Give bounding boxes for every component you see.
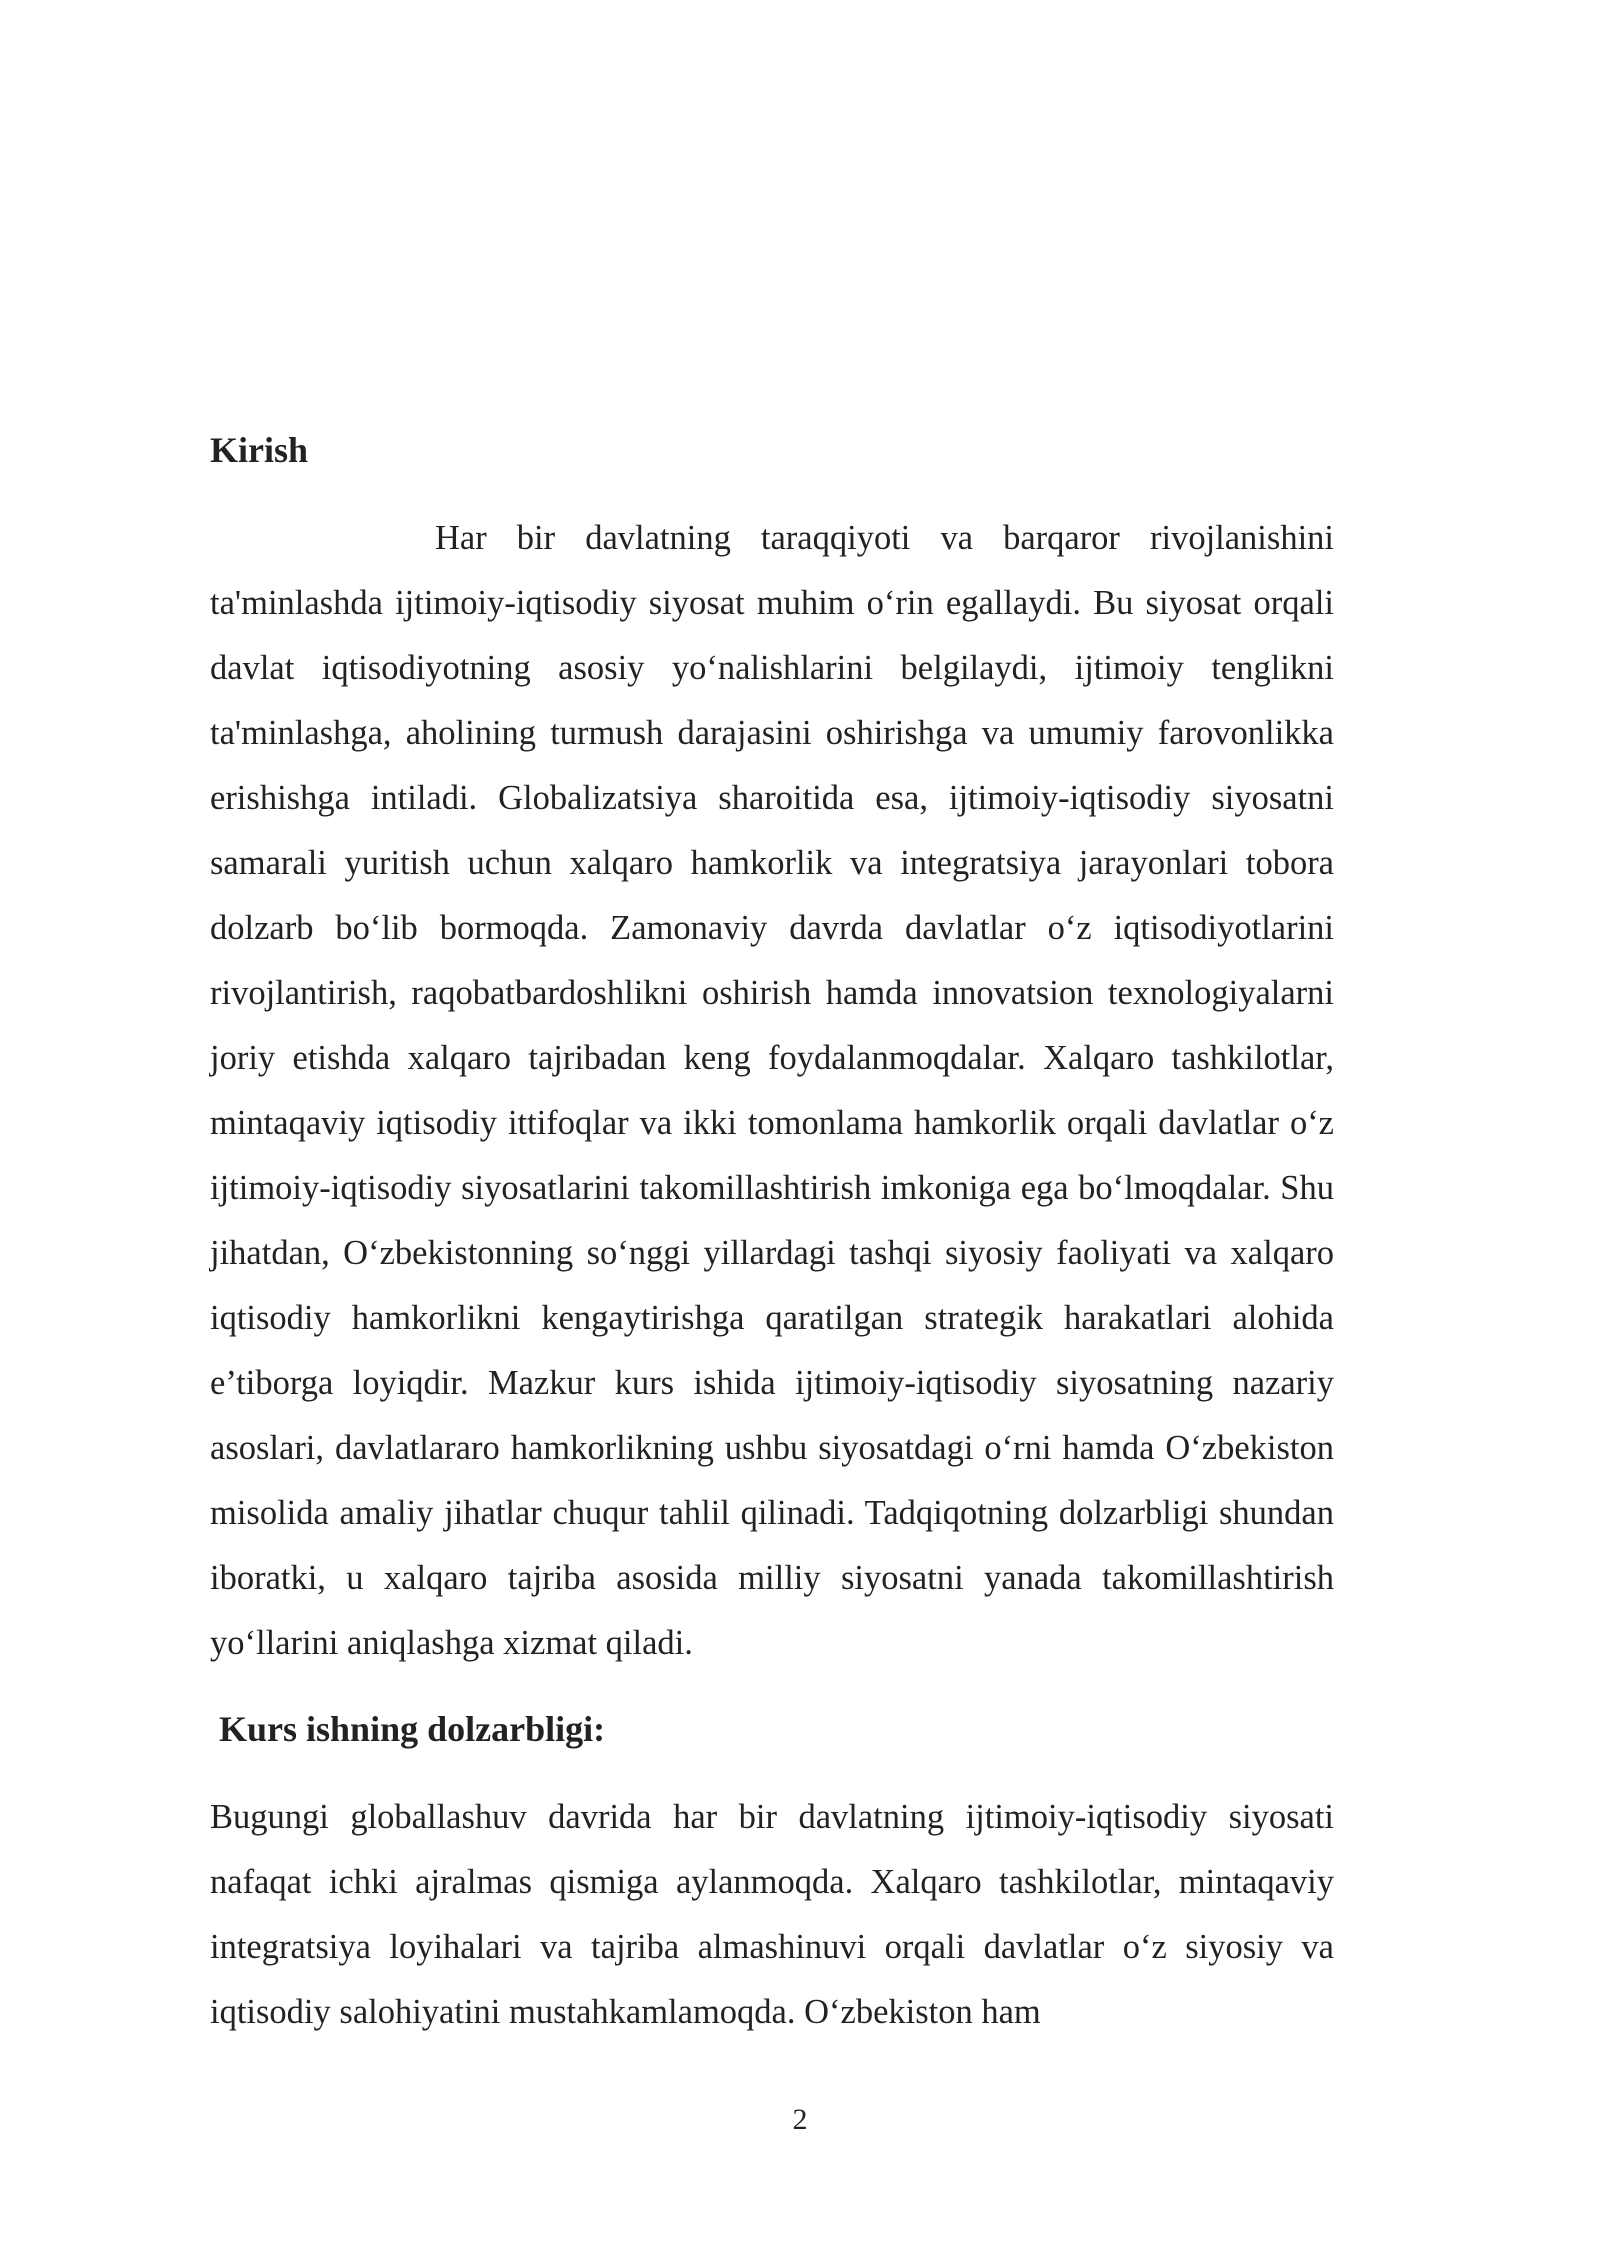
intro-paragraph: Har bir davlatning taraqqiyoti va barqaror rivojlanishini ta'minlashda ijtimoiy-iqtisodiy siyosat muhim o‘rin egallaydi. Bu siyosat orqali davlat iqtisodiyotning asosiy yo‘nalishlarini belgilaydi, ijtimoiy tenglikni ta'minlashga, aholining turmush darajasini oshirishga va umumiy farovonlikka erishishga intiladi. Globalizatsiya sharoitida esa, ijtimoiy-iqtisodiy siyosatni samarali yuritish uchun xalqaro hamkorlik va integratsiya jarayonlari tobora dolzarb bo‘lib bormoqda. Zamonaviy davrda davlatlar o‘z iqtisodiyotlarini rivojlantirish, raqobatbardoshlikni oshirish hamda innovatsion texnologiyalarni joriy etishda xalqaro tajribadan keng foydalanmoqdalar. Xalqaro tashkilotlar, mintaqaviy iqtisodiy ittifoqlar va ikki tomonlama hamkorlik orqali davlatlar o‘z ijtimoiy-iqtisodiy siyosatlarini takomillashtirish imkoniga ega bo‘lmoqdalar. Shu jihatdan, O‘zbekistonning so‘nggi yillardagi tashqi siyosiy faoliyati va xalqaro iqtisodiy hamkorlikni kengaytirishga qaratilgan strategik harakatlari alohida e’tiborga loyiqdir. Mazkur kurs ishida ijtimoiy-iqtisodiy siyosatning nazariy asoslari, davlatlararo hamkorlikning ushbu siyosatdagi o‘rni hamda O‘zbekiston misolida amaliy jihatlar chuqur tahlil qilinadi. Tadqiqotning dolzarbligi shundan iboratki, u xalqaro tajriba asosida milliy siyosatni yanada takomillashtirish yo‘llarini aniqlashga xizmat qiladi. bbox=[210, 519, 1334, 1662]
page-number: 2 bbox=[792, 2103, 808, 2136]
relevance-paragraph: Bugungi globallashuv davrida har bir davlatning ijtimoiy-iqtisodiy siyosati nafaqat ichki ajralmas qismiga aylanmoqda. Xalqaro tashkilotlar, mintaqaviy integratsiya loyihalari va tajriba almashinuvi orqali davlatlar o‘z siyosiy va iqtisodiy salohiyatini mustahkamlamoqda. O‘zbekiston ham bbox=[210, 1798, 1334, 2031]
section-heading-relevance: Kurs ishning dolzarbligi: bbox=[219, 1709, 606, 1749]
page-content bbox=[210, 420, 1334, 2045]
section-heading-intro: Kirish bbox=[210, 430, 309, 470]
